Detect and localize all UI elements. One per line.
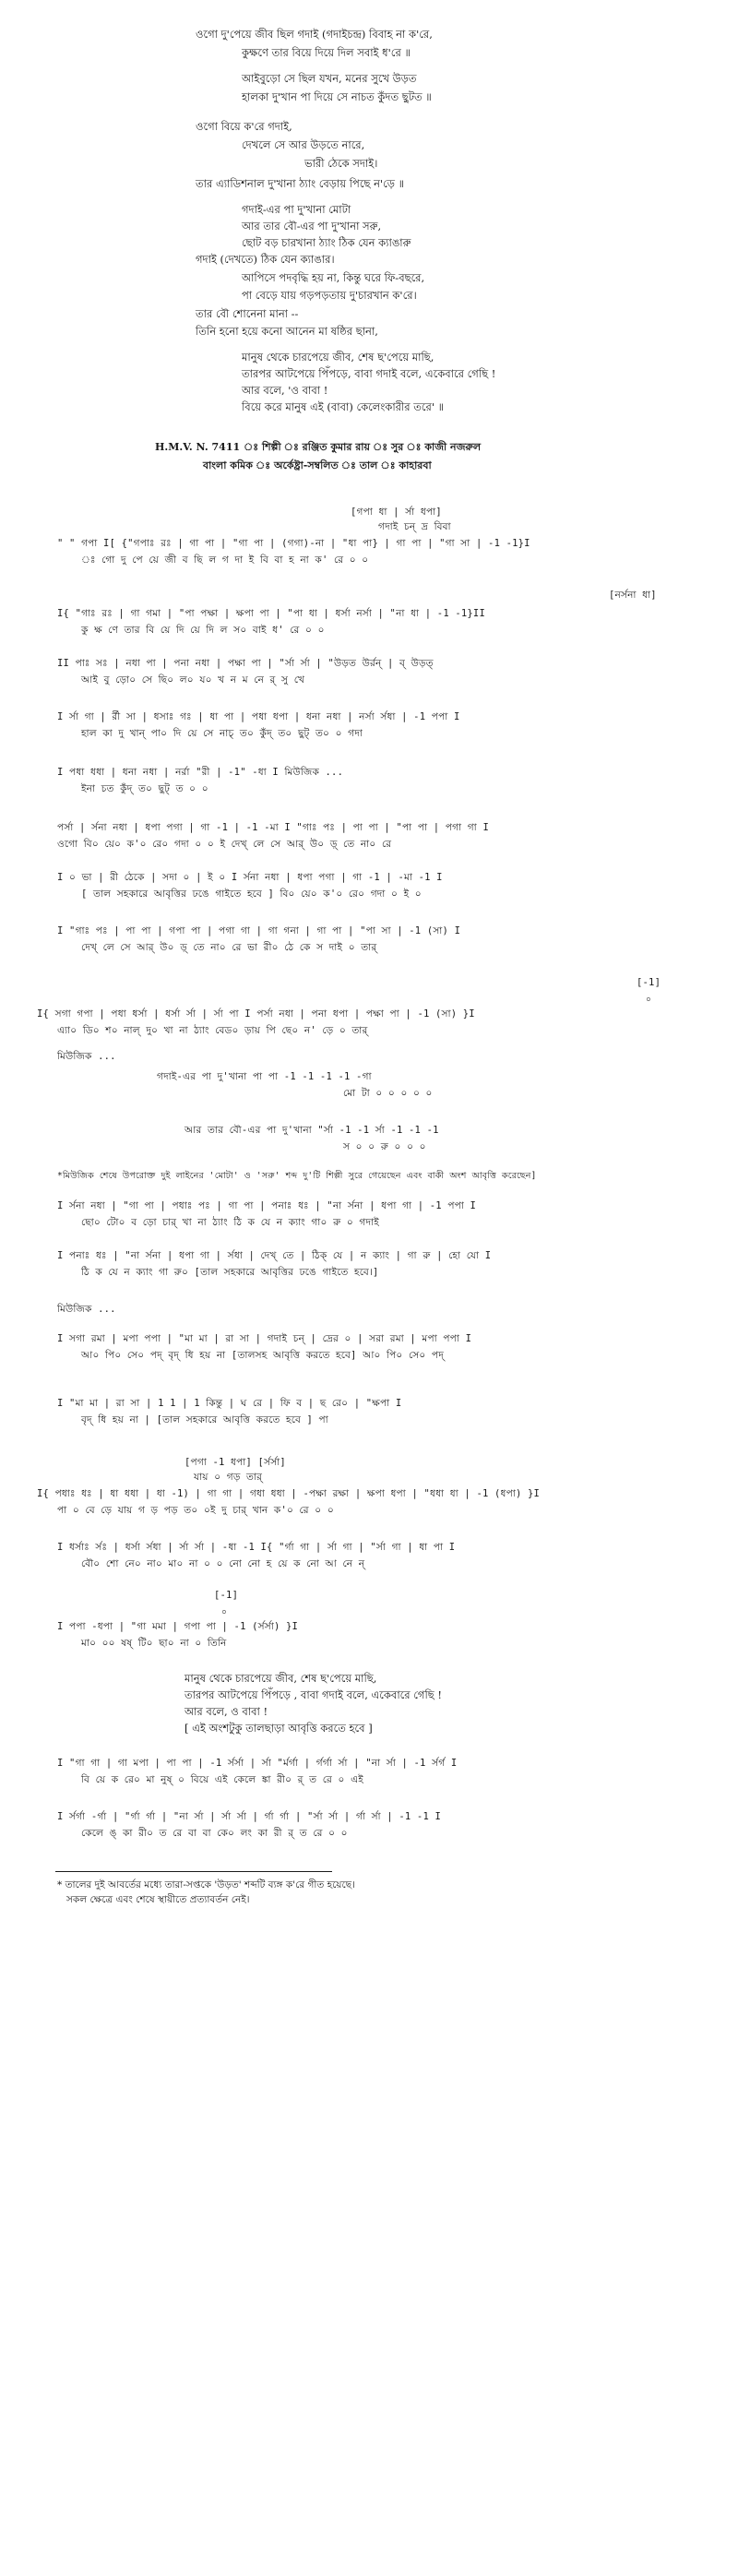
- lyric-syllables: মা০ ০০ ষষ্ টি০ ছা০ না ০ তিনি: [81, 1638, 227, 1649]
- verse-line: হালকা দু'খান পা দিয়ে সে নাচত কুঁদত ছুটত ॥: [242, 90, 432, 103]
- circle-mark: ০: [646, 996, 651, 1005]
- lyric-syllables: হাল কা দু খান্ পা০ দি য়ে সে নাচ্ ত০ কুঁদ্ ত০ ছুট্ ত০ ০ গদা: [81, 728, 363, 739]
- notation-line: [-1]: [214, 1590, 239, 1601]
- verse-line: তারপর আটপেয়ে পিঁপড়ে, বাবা গদাই বলে, একেবারে গেছি !: [242, 367, 496, 380]
- verse-line: আর বলে, ও বাবা !: [184, 1705, 268, 1718]
- notation-line: I র্সনা নধা | "গা পা | পধাঃ পঃ | গা পা | পনাঃ ধঃ | "না র্সনা | ধপা গা | -1 পপা I: [57, 1200, 477, 1211]
- lyric-syllables: স ০ ০ রু ০ ০ ০: [343, 1141, 426, 1152]
- verse-line: মানুষ থেকে চারপেয়ে জীব, শেষ ছ'পেয়ে মাছি,: [184, 1672, 377, 1685]
- verse-line: ওগো দু'পেয়ে জীব ছিল গদাই (গদাইচন্দ্র) বিবাহ না ক'রে,: [196, 28, 433, 41]
- verse-line: কুক্ষণে তার বিয়ে দিয়ে দিল সবাই ধ'রে ॥: [242, 46, 411, 59]
- verse-line: গদাই (দেখতে) ঠিক যেন ক্যাঙার।: [196, 253, 335, 266]
- lyric-syllables: ছো০ টো০ ব ড়ো চার্ খা না ঠ্যাং ঠি ক যে ন ক্যাং গা০ রু ০ গদাই: [81, 1217, 379, 1228]
- notation-line: পর্সা | র্সনা নধা | ধপা পগা | গা -1 | -1 -মা I "গাঃ পঃ | পা পা | "পা পা | পগা গা I: [57, 822, 489, 833]
- lyric-syllables: আ০ পি০ সে০ পদ্ বৃদ্ ধি হয় না [তালসহ আবৃত্তি করতে হবে] আ০ পি০ সে০ পদ্: [81, 1350, 444, 1361]
- notation-line: I{ পধাঃ ধঃ | ধা ধধা | ধা -1) | গা গা | গধা ধধা | -পক্ষা রক্ষা | ক্ষপা ধপা | "ধধা ধা | -1 (ধপা) }I: [37, 1488, 541, 1499]
- verse-line: ভারী ঠেকে সদাই।: [304, 157, 378, 170]
- performance-note: *মিউজিক শেষে উপরোক্ত দুই লাইনের 'মোটা' ও 'সরু' শব্দ দু'টি শিল্পী সুরে গেয়েছেন এবং বাকী অংশ আবৃত্তি করেছেন]: [57, 1171, 537, 1181]
- lyric-syllables: এ্যা০ ডি০ শ০ নাল্ দু০ খা না ঠ্যাং বেড০ ড়ায় পি ছে০ ন' ড়ে ০ তার্: [57, 1025, 368, 1036]
- circle-mark: ০: [221, 1608, 227, 1617]
- verse-line: আর বলে, 'ও বাবা !: [242, 384, 328, 397]
- verse-line: তার এ্যাডিশনাল দু'খানা ঠ্যাং বেড়ায় পিছে ন'ড়ে ॥: [196, 177, 405, 190]
- lyric-syllables: পা ০ বে ড়ে যায় গ ড় পড় ত০ ০ই দু চার্ খান ক'০ রে ০ ০: [57, 1505, 334, 1516]
- notation-line: " " গপা I[ {"গপাঃ রঃ | গা পা | "গা পা | (গগা)-না | "ধা পা} | গা পা | "গা সা | -1 -1}I: [57, 538, 530, 549]
- footnote-text: সকল ক্ষেত্রে এবং শেষে স্থায়ীতে প্রত্যাবর্তন নেই।: [66, 1894, 250, 1905]
- notation-line: I র্সর্গা -র্গা | "র্গা র্গা | "না র্সা | র্সা র্সা | র্গা র্গা | "র্সা র্সা | র্গা র্সা | -1 -1 I: [57, 1811, 442, 1822]
- notation-line: আর তার বৌ-এর পা দু'খানা "র্সা -1 -1 র্সা -1 -1 -1: [184, 1125, 439, 1136]
- lyric-syllables: আই বু ড়ো০ সে ছি০ ল০ য০ খ ন ম নে র্ সু খে: [81, 674, 305, 686]
- verse-line: দেখলে সে আর উড়তে নারে,: [242, 138, 365, 151]
- lyric-syllables: যায় ০ গড় তার্: [194, 1472, 263, 1483]
- notation-line: I র্সা গা | র্রী সা | ধসাঃ গঃ | ধা পা | পধা ধপা | ধনা নধা | নর্সা র্সধা | -1 পপা I: [57, 711, 460, 722]
- verse-line: তার বৌ শোনেনা মানা --: [196, 307, 299, 320]
- performance-note: [ এই অংশটুকু তালছাড়া আবৃত্তি করতে হবে ]: [184, 1722, 373, 1735]
- notation-line: I "গা গা | গা মপা | পা পা | -1 র্সর্সা | র্সা "র্মর্গা | র্গর্গা র্সা | "না র্সা | -1 র্সর্গ I: [57, 1758, 458, 1769]
- footnote-text: * তালের দুই আবর্তের মধ্যে তারা-সপ্তকে 'উড়ত' শব্দটি ব্যঙ্গ ক'রে গীত হয়েছে।: [57, 1879, 355, 1890]
- lyric-syllables: ইনা চত কুঁদ্ ত০ ছুট্ ত ০ ০: [81, 783, 208, 794]
- verse-line: আর তার বৌ-এর পা দু'খানা সরু,: [242, 220, 382, 233]
- lyric-syllables: [ তাল সহকারে আবৃত্তির ঢঙে গাইতে হবে ] বি০ য়ে০ ক'০ রে০ গদা ০ ই ০: [81, 888, 422, 900]
- lyric-syllables: কু ক্ষ ণে তার বি য়ে দি য়ে দি ল স০ বাই ধ' রে ০ ০: [81, 625, 325, 636]
- lyric-syllables: ঃ গো দু পে য়ে জী ব ছি ল গ দা ই বি বা হ না ক' রে ০ ০: [81, 555, 369, 566]
- section-marker: মিউজিক ...: [57, 1304, 116, 1315]
- notation-line: I পধা ধধা | ধনা নধা | নর্রা "রী | -1" -ধা I মিউজিক ...: [57, 767, 344, 778]
- footnote-divider: [55, 1871, 332, 1872]
- verse-line: পা বেড়ে যায় গড়পড়তায় দু'চারখান ক'রে।: [242, 289, 417, 302]
- notation-line: I পনাঃ ধঃ | "না র্সনা | ধপা গা | র্সধা | দেখ্ তে | ঠিক্ যে | ন ক্যাং | গা রু | হো যো I: [57, 1250, 492, 1261]
- notation-line: [গপা ধা | র্সা ধপা]: [351, 507, 442, 518]
- lyric-syllables: ওগো বি০ য়ে০ ক'০ রে০ গদা ০ ০ ই দেখ্ লে সে আর্ উ০ ড়্ তে না০ রে: [57, 839, 392, 850]
- lyric-syllables: ঠি ক যে ন ক্যাং গা রু০ [তাল সহকারে আবৃত্তির ঢঙে গাইতে হবে।]: [81, 1267, 379, 1278]
- notation-line: I{ সগা গপা | পধা ধর্সা | ধর্সা র্সা | র্সা পা I পর্সা নধা | পনা ধপা | পক্ষা পা | -1 (সা) }I: [37, 1008, 475, 1020]
- notation-line: গদাই চন্ দ্র বিবা: [378, 521, 451, 532]
- verse-line: মানুষ থেকে চারপেয়ে জীব, শেষ ছ'পেয়ে মাছি,: [242, 351, 434, 364]
- record-info: H.M.V. N. 7411 ঃ শিল্পী ঃ রঞ্জিত কুমার রায় ঃ সুর ঃ কাজী নজরুল: [155, 441, 482, 453]
- verse-line: তারপর আটপেয়ে পিঁপড়ে , বাবা গদাই বলে, একেবারে গেছি !: [184, 1688, 443, 1701]
- notation-line: I সগা রমা | মপা পপা | "মা মা | রা সা | গদাই চন্ | দ্রের ০ | সরা রমা | মপা পপা I: [57, 1333, 472, 1344]
- verse-line: বিয়ে করে মানুষ এই (বাবা) কেলেংকারীর তরে' ॥: [242, 400, 445, 413]
- notation-line: [নর্সনা ধা]: [609, 590, 657, 601]
- record-meta: বাংলা কমিক ঃ অর্কেষ্ট্রা-সম্বলিত ঃ তাল ঃ কাহারবা: [203, 459, 432, 471]
- verse-line: আইবুড়ো সে ছিল যখন, মনের সুখে উড়ত: [242, 72, 417, 85]
- lyric-syllables: বৌ০ শো নে০ না০ মা০ না ০ ০ নো নো হ য়ে ক নো আ নে ন্: [81, 1558, 365, 1569]
- notation-line: I ০ ভা | রী ঠেকে | সদা ০ | ই ০ I র্সনা নধা | ধপা পগা | গা -1 | -মা -1 I: [57, 872, 443, 883]
- lyric-syllables: কেলে ঙ্ কা রী০ ত রে বা বা কে০ লং কা রী র্ ত রে ০ ০: [81, 1828, 348, 1839]
- lyric-syllables: মো টা ০ ০ ০ ০ ০: [343, 1088, 433, 1099]
- notation-line: গদাই-এর পা দু'খানা পা পা -1 -1 -1 -1 -গা: [157, 1071, 372, 1082]
- notation-line: II পাঃ সঃ | নধা পা | পনা নধা | পক্ষা পা | "র্সা র্সা | "উড়ত উর্রন্ | ব্ উড়ত্: [57, 658, 434, 669]
- notation-line: I "গাঃ পঃ | পা পা | গপা পা | পগা গা | গা গনা | গা পা | "পা সা | -1 (সা) I: [57, 925, 461, 936]
- verse-line: ওগো বিয়ে ক'রে গদাই,: [196, 120, 292, 133]
- notation-line: [-1]: [637, 977, 661, 988]
- notation-line: [পগা -1 ধপা] [র্সর্সা]: [184, 1457, 286, 1468]
- verse-line: আপিসে পদবৃদ্ধি হয় না, কিন্তু ঘরে ফি-বছরে,: [242, 271, 425, 284]
- lyric-syllables: বি য়ে ক রে০ মা নুষ্ ০ বিয়ে এই কেলে ঙ্কা রী০ র্ ত রে ০ এই: [81, 1774, 363, 1785]
- notation-line: I "মা মা | রা সা | 1 1 | 1 কিন্তু | ঘ রে | ফি ব | ছ রে০ | "ক্ষপা I: [57, 1398, 402, 1409]
- lyric-syllables: দেখ্ লে সে আর্ উ০ ড়্ তে না০ রে ভা রী০ ঠে কে স দাই ০ তার্: [81, 942, 377, 953]
- verse-line: ছোট বড় চারখানা ঠ্যাং ঠিক যেন ক্যাঙারু: [242, 236, 411, 249]
- verse-line: গদাই-এর পা দু'খানা মোটা: [242, 203, 351, 216]
- section-marker: মিউজিক ...: [57, 1051, 116, 1062]
- verse-line: তিনি হনো হয়ে কনো আনেন মা ষষ্ঠির ছানা,: [196, 325, 378, 338]
- notation-line: I ধর্সাঃ র্সঃ | ধর্সা র্সধা | র্সা র্সা | -ধা -1 I{ "র্গা গা | র্সা গা | "র্সা গা | ধা পা I: [57, 1542, 456, 1553]
- notation-line: I পপা -ধপা | "গা মমা | গপা পা | -1 (র্সর্সা) }I: [57, 1621, 299, 1632]
- lyric-syllables: বৃদ্ ধি হয় না | [তাল সহকারে আবৃত্তি করতে হবে ] পা: [81, 1414, 328, 1425]
- notation-line: I{ "গাঃ রঃ | গা গমা | "পা পক্ষা | ক্ষপা পা | "পা ধা | ধর্সা নর্সা | "না ধা | -1 -1}II: [57, 608, 485, 619]
